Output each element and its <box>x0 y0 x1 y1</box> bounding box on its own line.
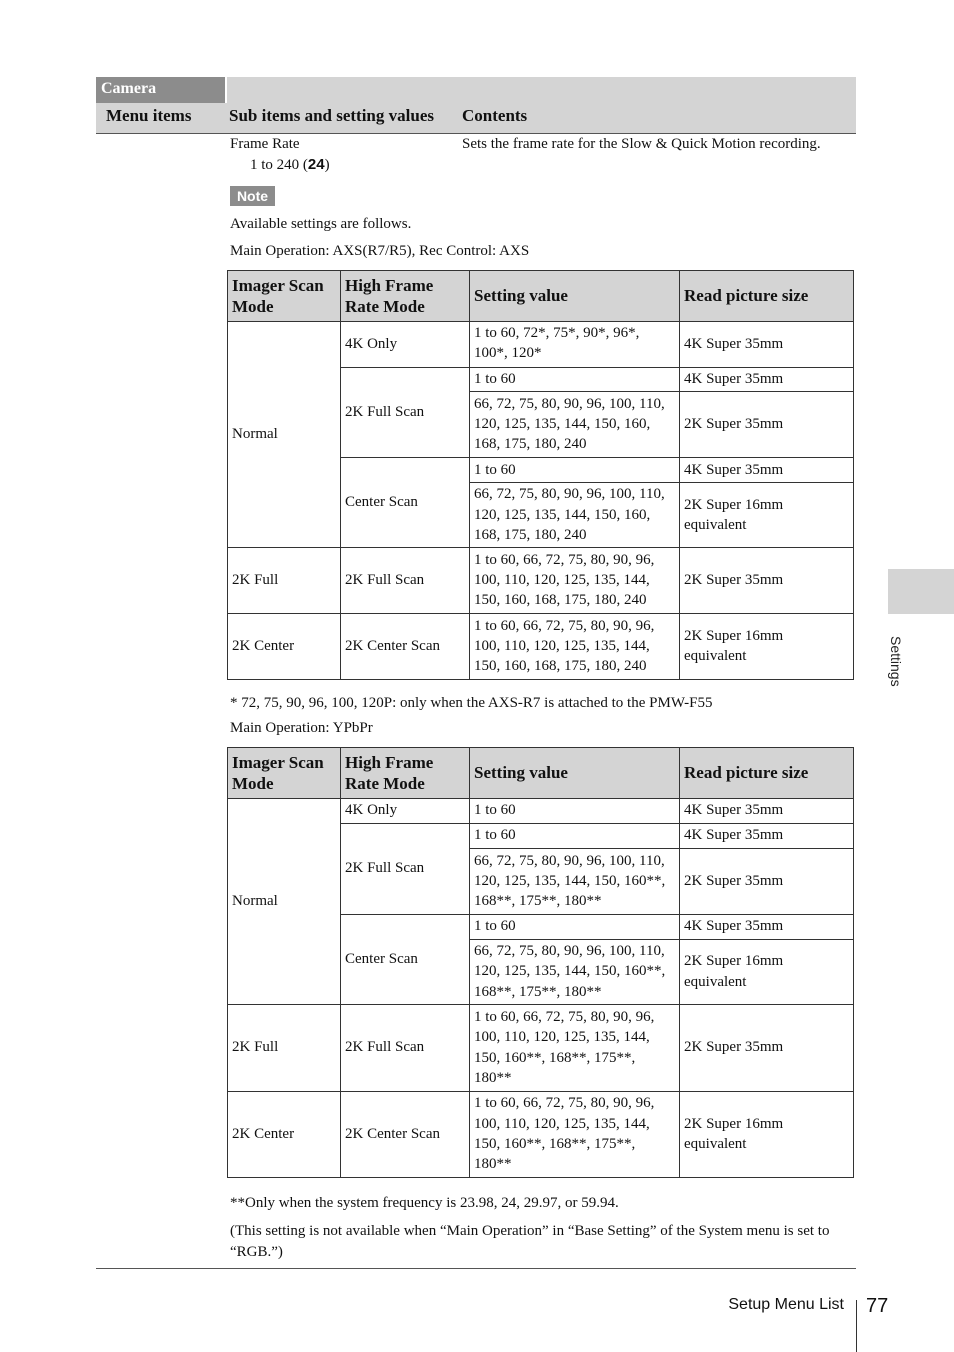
cell-setting-value: 1 to 60, 66, 72, 75, 80, 90, 96, 100, 110, 120, 125, 135, 144, 150, 160, 168, 175, 180, 240 <box>470 548 680 614</box>
cell-setting-value: 1 to 60 <box>470 915 680 940</box>
header-divider <box>225 77 227 103</box>
section1-caption: Main Operation: AXS(R7/R5), Rec Control: AXS <box>230 243 530 259</box>
th-high-frame-rate-mode: High Frame Rate Mode <box>341 748 470 799</box>
table-row <box>228 1005 854 1092</box>
cell-picture-size: 2K Super 35mm <box>680 392 854 458</box>
cell-setting-value: 1 to 60, 66, 72, 75, 80, 90, 96, 100, 110, 120, 125, 135, 144, 150, 160**, 168**, 175**, 180** <box>470 1005 680 1092</box>
th-read-picture-size: Read picture size <box>680 271 854 322</box>
th-imager-scan-mode: Imager Scan Mode <box>228 271 341 322</box>
column-header-contents: Contents <box>462 106 528 125</box>
th-setting-value: Setting value <box>470 748 680 799</box>
cell-setting-value: 1 to 60, 66, 72, 75, 80, 90, 96, 100, 110, 120, 125, 135, 144, 150, 160**, 168**, 175**, 180** <box>470 1092 680 1178</box>
table-row <box>228 548 854 614</box>
cell-hfr-mode: 4K Only <box>341 799 470 824</box>
footer-section-label: Setup Menu List <box>728 1296 844 1313</box>
cell-setting-value: 1 to 60 <box>470 824 680 849</box>
th-imager-scan-mode: Imager Scan Mode <box>228 748 341 799</box>
frame-rate-description: Sets the frame rate for the Slow & Quick Motion recording. <box>462 136 821 152</box>
cell-setting-value: 1 to 60 <box>470 458 680 483</box>
footer-rule <box>96 1268 856 1269</box>
footer-divider <box>856 1300 857 1352</box>
table-row <box>228 322 854 368</box>
cell-setting-value: 66, 72, 75, 80, 90, 96, 100, 110, 120, 125, 135, 144, 150, 160**, 168**, 175**, 180** <box>470 940 680 1005</box>
cell-imager-mode: 2K Center <box>228 1092 341 1178</box>
cell-hfr-mode: 2K Full Scan <box>341 368 470 458</box>
cell-picture-size: 4K Super 35mm <box>680 915 854 940</box>
th-setting-value: Setting value <box>470 271 680 322</box>
table-row <box>228 799 854 824</box>
cell-hfr-mode: Center Scan <box>341 915 470 1005</box>
cell-imager-mode-normal: Normal <box>228 799 341 1005</box>
table-row <box>228 1092 854 1178</box>
cell-setting-value: 66, 72, 75, 80, 90, 96, 100, 110, 120, 125, 135, 144, 150, 160**, 168**, 175**, 180** <box>470 849 680 915</box>
table-header-row <box>228 271 854 322</box>
cell-picture-size: 4K Super 35mm <box>680 824 854 849</box>
note-badge: Note <box>230 186 275 206</box>
settings-table-axs <box>227 270 854 680</box>
cell-picture-size: 4K Super 35mm <box>680 799 854 824</box>
table-header-row <box>228 748 854 799</box>
cell-setting-value: 1 to 60, 66, 72, 75, 80, 90, 96, 100, 110, 120, 125, 135, 144, 150, 160, 168, 175, 180, 240 <box>470 614 680 680</box>
cell-imager-mode: 2K Center <box>228 614 341 680</box>
cell-imager-mode-normal: Normal <box>228 322 341 548</box>
cell-picture-size: 2K Super 16mm equivalent <box>680 1092 854 1178</box>
cell-hfr-mode: 2K Full Scan <box>341 1005 470 1092</box>
cell-hfr-mode: 2K Center Scan <box>341 614 470 680</box>
frame-rate-range <box>250 155 330 175</box>
frame-rate-label: Frame Rate <box>230 136 300 152</box>
cell-setting-value: 66, 72, 75, 80, 90, 96, 100, 110, 120, 125, 135, 144, 150, 160, 168, 175, 180, 240 <box>470 392 680 458</box>
th-read-picture-size: Read picture size <box>680 748 854 799</box>
section1-footnote: * 72, 75, 90, 96, 100, 120P: only when the AXS-R7 is attached to the PMW-F55 <box>230 695 713 711</box>
cell-imager-mode: 2K Full <box>228 1005 341 1092</box>
cell-imager-mode: 2K Full <box>228 548 341 614</box>
frame-rate-range-prefix: 1 to 240 ( <box>250 157 308 173</box>
settings-table-ypbpr <box>227 747 854 1178</box>
column-header-sub-items: Sub items and setting values <box>229 106 434 125</box>
th-high-frame-rate-mode: High Frame Rate Mode <box>341 271 470 322</box>
frame-rate-default: 24 <box>307 156 325 173</box>
cell-setting-value: 1 to 60 <box>470 799 680 824</box>
page-number: 77 <box>866 1295 889 1317</box>
cell-hfr-mode: 2K Full Scan <box>341 548 470 614</box>
cell-picture-size: 2K Super 16mm equivalent <box>680 614 854 680</box>
cell-hfr-mode: 4K Only <box>341 322 470 368</box>
cell-hfr-mode: Center Scan <box>341 458 470 548</box>
cell-picture-size: 4K Super 35mm <box>680 368 854 392</box>
availability-note: (This setting is not available when “Main Operation” in “Base Setting” of the System menu is set to “RGB.”) <box>230 1223 830 1260</box>
cell-picture-size: 2K Super 16mm equivalent <box>680 483 854 548</box>
cell-hfr-mode: 2K Full Scan <box>341 824 470 915</box>
cell-picture-size: 4K Super 35mm <box>680 322 854 368</box>
cell-picture-size: 2K Super 16mm equivalent <box>680 940 854 1005</box>
table-row <box>228 614 854 680</box>
frame-rate-range-suffix: ) <box>324 157 330 173</box>
section-tab-camera: Camera <box>96 77 225 103</box>
cell-setting-value: 1 to 60, 72*, 75*, 90*, 96*, 100*, 120* <box>470 322 680 368</box>
cell-hfr-mode: 2K Center Scan <box>341 1092 470 1178</box>
section2-caption: Main Operation: YPbPr <box>230 720 373 736</box>
section2-footnote: **Only when the system frequency is 23.98, 24, 29.97, or 59.94. <box>230 1195 619 1211</box>
note-intro: Available settings are follows. <box>230 216 412 232</box>
cell-picture-size: 4K Super 35mm <box>680 458 854 483</box>
cell-setting-value: 1 to 60 <box>470 368 680 392</box>
column-header-menu-items: Menu items <box>106 106 192 125</box>
side-tab-label: Settings <box>888 636 904 687</box>
side-tab-settings[interactable] <box>888 569 954 614</box>
cell-picture-size: 2K Super 35mm <box>680 1005 854 1092</box>
cell-picture-size: 2K Super 35mm <box>680 548 854 614</box>
cell-picture-size: 2K Super 35mm <box>680 849 854 915</box>
cell-setting-value: 66, 72, 75, 80, 90, 96, 100, 110, 120, 125, 135, 144, 150, 160, 168, 175, 180, 240 <box>470 483 680 548</box>
